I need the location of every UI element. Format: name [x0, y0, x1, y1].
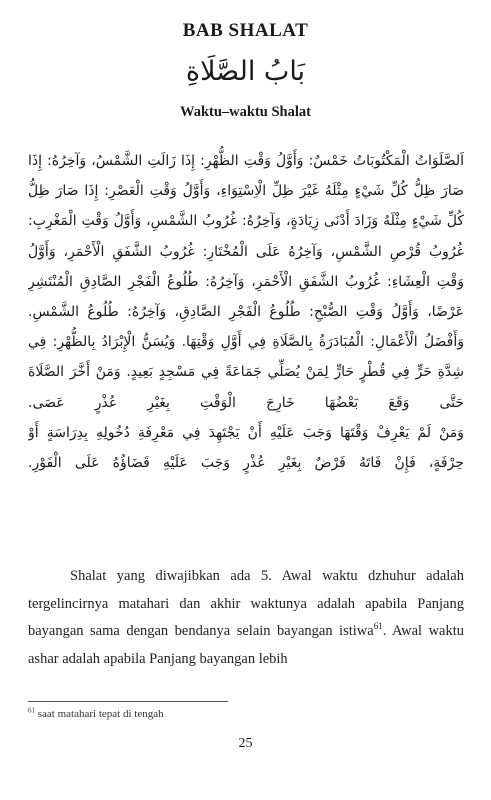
translation-text-part-1: Shalat yang diwajibkan ada 5. Awal waktu dzhuhur adalah tergelincirnya matahari dan akhir waktunya adalah apabila Panjang bayangan sama dengan bendanya selain bayangan istiwa — [28, 568, 464, 639]
page-number: 25 — [238, 736, 253, 751]
arabic-line: شِدَّةِ حَرٍّ فِي قُطْرٍ حَارٍّ لِمَنْ يُصَلِّي جَمَاعَةً فِي مَسْجِدٍ بَعِيدٍ. وَمَنْ أَخَّرَ الصَّلَاةَ — [28, 364, 464, 381]
arabic-text-block — [28, 146, 464, 478]
translation-paragraph — [28, 563, 464, 673]
footnote-text: saat matahari tepat di tengah — [35, 708, 164, 720]
arabic-line: اَلصَّلَوَاتُ الْمَكْتُوبَاتُ خَمْسٌ: وَأَوَّلُ وَقْتِ الظُّهْرِ: إِذَا زَالَتِ الشَّمْسُ، وَآخِرُهُ: إِذَا — [28, 153, 464, 169]
arabic-chapter-title: بَابُ الصَّلَاةِ — [185, 56, 306, 87]
footnote-divider — [28, 701, 228, 702]
footnote-number: 61 — [28, 706, 35, 715]
arabic-line: كُلِّ شَيْءٍ مِثْلَهُ وَزَادَ أَدْنَى زِيَادَةٍ، وَآخِرُهُ: غُرُوبُ الشَّمْسِ، وَأَوَّلُ وَقْتِ الْمَغْرِبِ: — [28, 213, 464, 230]
arabic-line: وَأَفْضَلُ الْأَعْمَالِ: الْمُبَادَرَةُ بِالصَّلَاةِ فِي أَوَّلِ وَقْتِهَا. وَيُسَنُّ الْإِبْرَادُ بِالظُّهْرِ: فِي — [28, 334, 464, 351]
chapter-title: BAB SHALAT — [182, 20, 309, 41]
footnote — [28, 708, 464, 720]
arabic-line: عَرْضًا، وَأَوَّلُ وَقْتِ الصُّبْحِ: طُلُوعُ الْفَجْرِ الصَّادِقِ، وَآخِرُهُ: طُلُوعُ الشَّمْسِ. — [28, 303, 464, 320]
arabic-line: غُرُوبُ قُرْصِ الشَّمْسِ، وَآخِرُهُ عَلَى الْمُخْتَارِ: غُرُوبُ الشَّفَقِ الْأَحْمَرِ، وَأَوَّلُ — [28, 243, 464, 260]
arabic-line: وَمَنْ لَمْ يَعْرِفْ وَقْتَهَا وَجَبَ عَلَيْهِ أَنْ يَجْتَهِدَ فِي مَعْرِفَةِ دُخُولِهِ بِدِرَاسَةٍ أَوْ — [28, 424, 464, 441]
arabic-line: حِرْفَةٍ، فَإِنْ فَاتَهُ فَرْضٌ بِغَيْرِ عُذْرٍ وَجَبَ عَلَيْهِ قَضَاؤُهُ عَلَى الْفَوْرِ. — [28, 454, 464, 471]
footnote-reference[interactable]: 61 — [373, 621, 383, 632]
translation-text-part-2: . Awal waktu ashar adalah apabila Panjang bayangan lebih — [28, 623, 465, 667]
arabic-line: وَقْتِ الْعِشَاءِ: غُرُوبُ الشَّفَقِ الْأَحْمَرِ، وَآخِرُهُ: طُلُوعُ الْفَجْرِ الصَّادِقِ الْمُنْتَشِرِ — [28, 273, 464, 290]
arabic-line: صَارَ ظِلُّ كُلِّ شَيْءٍ مِثْلَهُ غَيْرَ ظِلِّ الْاِسْتِوَاءِ، وَأَوَّلُ وَقْتِ الْعَصْرِ: إِذَا صَارَ ظِلُّ — [28, 183, 464, 200]
section-subtitle: Waktu–waktu Shalat — [180, 104, 311, 120]
arabic-line: حَتَّى وَقَعَ بَعْضُهَا خَارِجَ الْوَقْتِ بِغَيْرِ عُذْرٍ عَصَى. — [28, 394, 464, 411]
